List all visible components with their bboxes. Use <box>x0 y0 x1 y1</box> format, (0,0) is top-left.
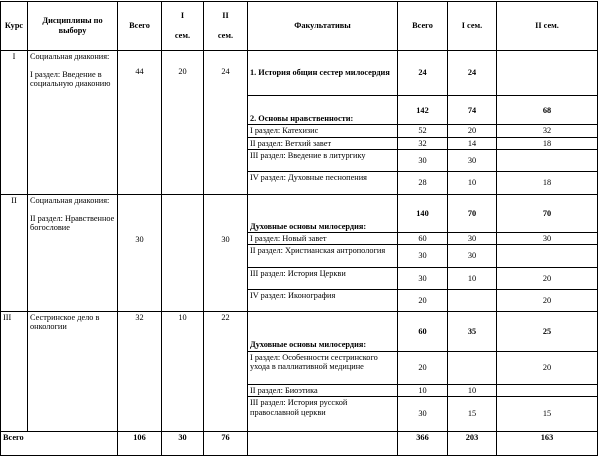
elective-sem2: 18 <box>497 172 598 194</box>
elective-vsego: 20 <box>398 351 448 384</box>
elective-sem1: 20 <box>448 125 497 137</box>
header-f-vsego: Всего <box>398 2 448 51</box>
elective-sem2 <box>497 150 598 172</box>
discipline-vsego: 30 <box>118 194 162 312</box>
elective-sem1: 24 <box>448 50 497 95</box>
elective-name: III раздел: История Церкви <box>248 267 398 289</box>
elective-sem2: 70 <box>497 194 598 232</box>
elective-vsego: 32 <box>398 137 448 149</box>
elective-vsego: 30 <box>398 150 448 172</box>
elective-sem1: 10 <box>448 172 497 194</box>
elective-vsego: 20 <box>398 289 448 311</box>
table-row <box>1 312 598 351</box>
elective-sem2: 15 <box>497 397 598 431</box>
kurs-cell: I <box>1 50 28 194</box>
header-sem1-word: сем. <box>174 31 191 41</box>
total-row <box>1 431 598 455</box>
elective-name: I раздел: Катехизис <box>248 125 398 137</box>
header-f-sem2: II сем. <box>497 2 598 51</box>
header-sem2-word: сем. <box>217 31 234 41</box>
elective-sem1: 74 <box>448 96 497 125</box>
header-f-sem1: I сем. <box>448 2 497 51</box>
elective-vsego: 30 <box>398 397 448 431</box>
discipline-sem2: 30 <box>204 194 248 312</box>
elective-vsego: 142 <box>398 96 448 125</box>
total-sem2: 76 <box>204 431 248 455</box>
discipline-section: II раздел: Нравственное богословие <box>30 213 115 233</box>
elective-sem1: 14 <box>448 137 497 149</box>
total-f-sem1: 203 <box>448 431 497 455</box>
elective-sem2: 18 <box>497 137 598 149</box>
elective-sem2 <box>497 384 598 396</box>
elective-name: 2. Основы нравственности: <box>248 96 398 125</box>
elective-sem1: 30 <box>448 150 497 172</box>
elective-name: II раздел: Ветхий завет <box>248 137 398 149</box>
elective-sem1: 10 <box>448 267 497 289</box>
discipline-vsego: 44 <box>118 50 162 194</box>
table-row <box>1 194 598 232</box>
table-row <box>1 50 598 95</box>
elective-sem2: 25 <box>497 312 598 351</box>
discipline-cell <box>28 312 118 432</box>
elective-sem2: 68 <box>497 96 598 125</box>
elective-name: IV раздел: Иконография <box>248 289 398 311</box>
discipline-section: I раздел: Введение в социальную диаконию <box>30 69 111 89</box>
discipline-cell <box>28 194 118 312</box>
elective-sem2: 20 <box>497 289 598 311</box>
discipline-sem1: 10 <box>162 312 204 432</box>
discipline-sem2: 22 <box>204 312 248 432</box>
elective-vsego: 24 <box>398 50 448 95</box>
elective-name: IV раздел: Духовные песнопения <box>248 172 398 194</box>
discipline-title: Социальная диакония: <box>30 51 110 61</box>
total-vsego: 106 <box>118 431 162 455</box>
elective-sem1: 70 <box>448 194 497 232</box>
header-row <box>1 2 598 51</box>
header-electives: Факультативы <box>248 2 398 51</box>
elective-name: I раздел: Особенности сестринского ухода в паллиативной медицине <box>248 351 398 384</box>
elective-name: III раздел: Введение в литургику <box>248 150 398 172</box>
curriculum-table <box>0 1 598 456</box>
elective-sem2: 20 <box>497 351 598 384</box>
kurs-cell: II <box>1 194 28 312</box>
elective-sem1: 15 <box>448 397 497 431</box>
total-f-sem2: 163 <box>497 431 598 455</box>
total-f-vsego: 366 <box>398 431 448 455</box>
discipline-sem2: 24 <box>204 50 248 194</box>
elective-vsego: 30 <box>398 245 448 267</box>
header-sem1-num: I <box>180 10 185 20</box>
header-sem2-num: II <box>222 10 229 20</box>
total-electives-blank <box>248 431 398 455</box>
elective-sem1: 35 <box>448 312 497 351</box>
elective-vsego: 30 <box>398 267 448 289</box>
elective-sem1: 30 <box>448 245 497 267</box>
header-sem2 <box>204 2 248 51</box>
discipline-sem1: 20 <box>162 50 204 194</box>
elective-name: II раздел: Христианская антропология <box>248 245 398 267</box>
header-vsego: Всего <box>118 2 162 51</box>
discipline-sem1 <box>162 194 204 312</box>
elective-sem1 <box>448 289 497 311</box>
header-disciplines: Дисциплины по выбору <box>28 2 118 51</box>
discipline-cell <box>28 50 118 194</box>
elective-vsego: 52 <box>398 125 448 137</box>
elective-vsego: 28 <box>398 172 448 194</box>
elective-sem2 <box>497 50 598 95</box>
elective-vsego: 60 <box>398 312 448 351</box>
elective-sem2 <box>497 245 598 267</box>
header-sem1 <box>162 2 204 51</box>
elective-name: Духовные основы милосердия: <box>248 194 398 232</box>
total-sem1: 30 <box>162 431 204 455</box>
total-label: Всего <box>1 431 118 455</box>
elective-sem1: 30 <box>448 233 497 245</box>
elective-sem2: 32 <box>497 125 598 137</box>
elective-vsego: 10 <box>398 384 448 396</box>
elective-sem2: 30 <box>497 233 598 245</box>
elective-sem1: 10 <box>448 384 497 396</box>
elective-name: II раздел: Биоэтика <box>248 384 398 396</box>
elective-name: 1. История общин сестер милосердия <box>248 50 398 95</box>
elective-name: Духовные основы милосердия: <box>248 312 398 351</box>
discipline-title: Социальная диакония: <box>30 195 110 205</box>
elective-name: III раздел: История русской православной церкви <box>248 397 398 431</box>
discipline-vsego: 32 <box>118 312 162 432</box>
header-kurs: Курс <box>1 2 28 51</box>
discipline-title: Сестринское дело в онкологии <box>30 313 100 332</box>
elective-vsego: 140 <box>398 194 448 232</box>
elective-sem2: 20 <box>497 267 598 289</box>
elective-sem1 <box>448 351 497 384</box>
kurs-cell: III <box>1 312 28 432</box>
elective-name: I раздел: Новый завет <box>248 233 398 245</box>
elective-vsego: 60 <box>398 233 448 245</box>
